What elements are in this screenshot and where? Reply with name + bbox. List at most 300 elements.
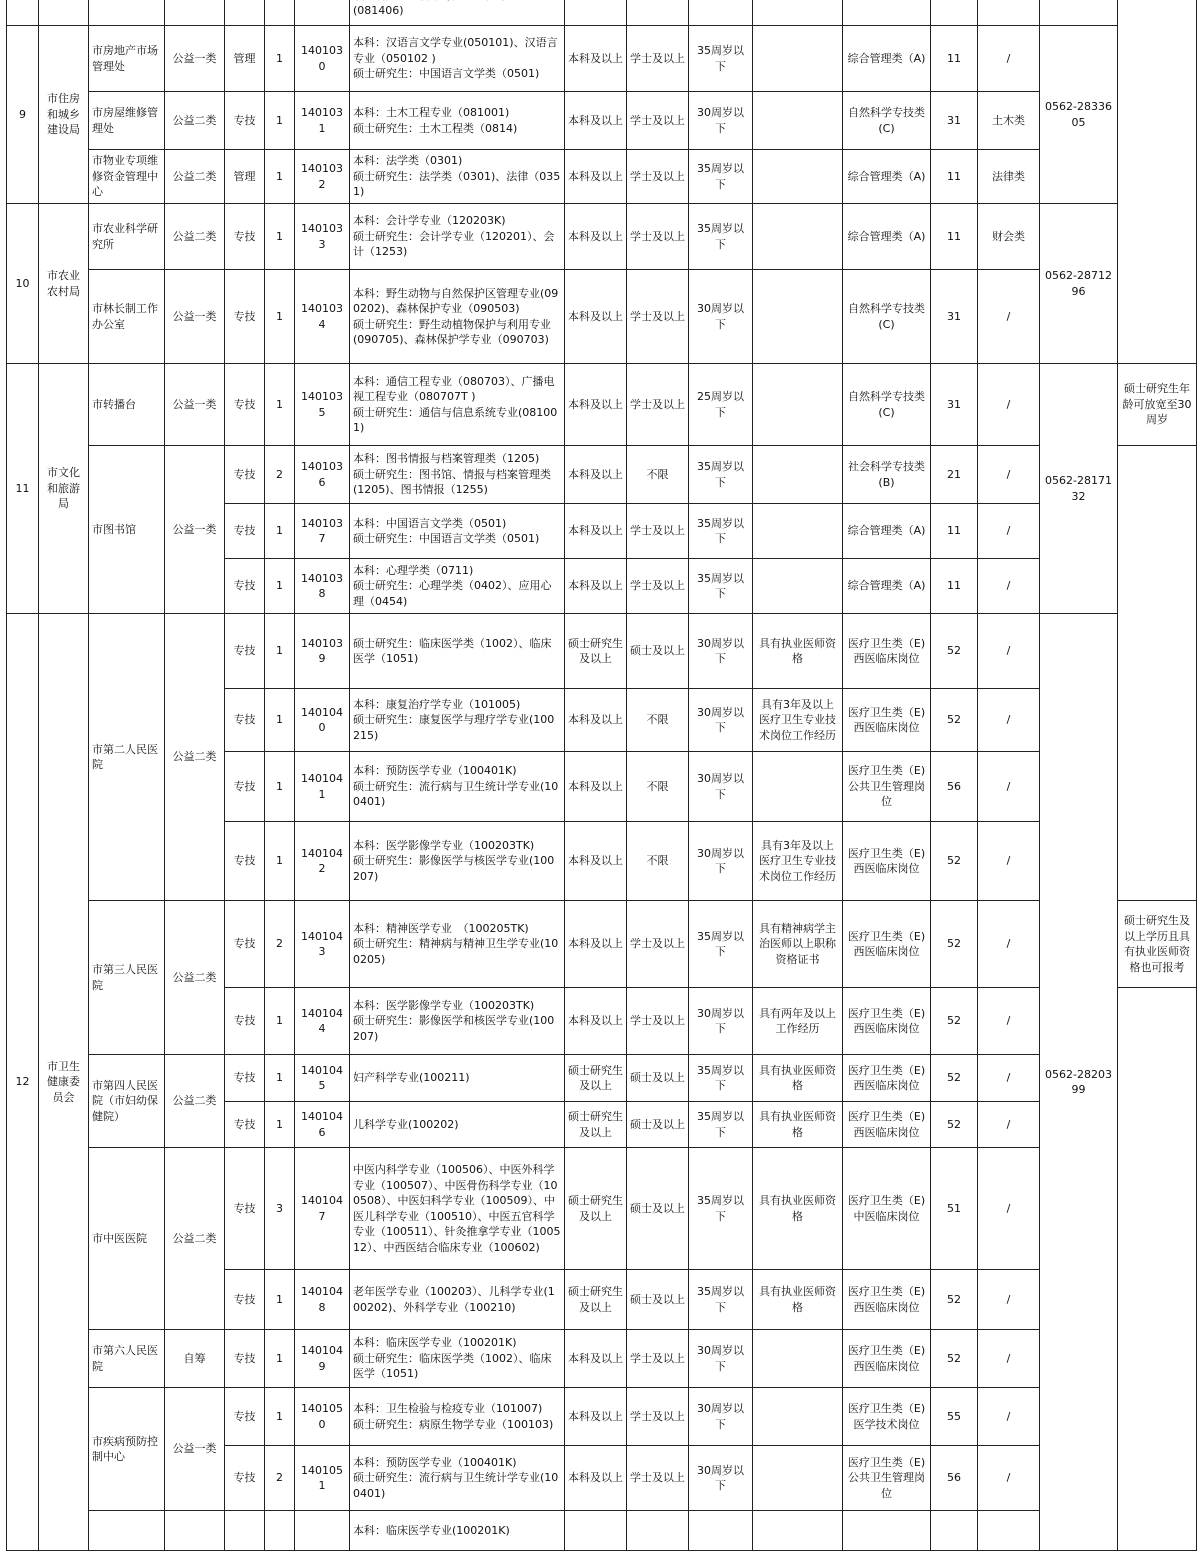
cell-nature: 公益一类 xyxy=(165,364,225,446)
cell-examcode: 52 xyxy=(931,1330,978,1388)
cell-seq: 10 xyxy=(7,204,39,364)
cell-edu xyxy=(565,0,627,26)
cell-age: 30周岁以下 xyxy=(689,1330,753,1388)
cell-unit: 市农业科学研究所 xyxy=(89,204,165,270)
cell-major xyxy=(350,1330,565,1388)
cell-nature xyxy=(165,0,225,26)
cell-other xyxy=(753,204,843,270)
cell-code: 1401051 xyxy=(295,1446,350,1511)
cell-unit xyxy=(89,1511,165,1551)
cell-ptype: 管理 xyxy=(225,150,265,204)
cell-code: 1401036 xyxy=(295,446,350,504)
cell-unit: 市林长制工作办公室 xyxy=(89,270,165,364)
cell-ptype: 专技 xyxy=(225,559,265,614)
table-row xyxy=(7,1055,1197,1102)
cell-edu: 本科及以上 xyxy=(565,1446,627,1511)
requirement-line: 本科：野生动物与自然保护区管理专业(090202)、森林保护专业（090503) xyxy=(353,286,559,315)
cell-dept: 市文化和旅游局 xyxy=(39,364,89,614)
cell-exam: 自然科学专技类(C) xyxy=(843,364,931,446)
cell-other xyxy=(753,1446,843,1511)
cell-num: 2 xyxy=(265,1446,295,1511)
requirement-line: 硕士研究生：影像医学与核医学专业(100207) xyxy=(353,854,555,883)
cell-num: 1 xyxy=(265,504,295,559)
cell-exam: 医疗卫生类（E)西医临床岗位 xyxy=(843,1055,931,1102)
cell-degree: 硕士及以上 xyxy=(627,1148,689,1270)
cell-nature: 公益二类 xyxy=(165,204,225,270)
cell-examsub: / xyxy=(978,988,1040,1055)
cell-examcode: 52 xyxy=(931,689,978,752)
cell-code xyxy=(295,1511,350,1551)
cell-exam: 医疗卫生类（E)医学技术岗位 xyxy=(843,1388,931,1446)
cell-other: 具有执业医师资格 xyxy=(753,1270,843,1330)
cell-other xyxy=(753,92,843,150)
cell-ptype: 专技 xyxy=(225,1388,265,1446)
requirement-line: 硕士研究生：流行病与卫生统计学专业(100401) xyxy=(353,779,559,809)
cell-age: 35周岁以下 xyxy=(689,26,753,92)
cell-examsub: 法律类 xyxy=(978,150,1040,204)
cell-age xyxy=(689,0,753,26)
cell-examsub: / xyxy=(978,1102,1040,1148)
cell-ptype: 专技 xyxy=(225,1330,265,1388)
requirement-line: 本科：图书情报与档案管理类（1205) xyxy=(353,452,540,466)
cell-other: 具有3年及以上医疗卫生专业技术岗位工作经历 xyxy=(753,689,843,752)
cell-code: 1401047 xyxy=(295,1148,350,1270)
cell-examsub: / xyxy=(978,822,1040,901)
cell-code: 1401038 xyxy=(295,559,350,614)
cell-edu: 本科及以上 xyxy=(565,26,627,92)
cell-degree: 不限 xyxy=(627,822,689,901)
cell-code: 1401048 xyxy=(295,1270,350,1330)
cell-age: 30周岁以下 xyxy=(689,1388,753,1446)
cell-examcode: 52 xyxy=(931,1270,978,1330)
cell-degree: 学士及以上 xyxy=(627,26,689,92)
cell-examcode: 31 xyxy=(931,92,978,150)
cell-degree: 学士及以上 xyxy=(627,364,689,446)
cell-degree: 学士及以上 xyxy=(627,1330,689,1388)
requirement-line: 本科：医学影像学专业（100203TK) xyxy=(353,998,535,1012)
cell-other xyxy=(753,150,843,204)
cell-examcode: 52 xyxy=(931,614,978,689)
cell-age: 35周岁以下 xyxy=(689,901,753,988)
cell-unit: 市房地产市场管理处 xyxy=(89,26,165,92)
cell-nature: 公益二类 xyxy=(165,901,225,1055)
cell-ptype: 专技 xyxy=(225,1102,265,1148)
cell-nature xyxy=(165,1511,225,1551)
cell-age: 30周岁以下 xyxy=(689,92,753,150)
cell-nature: 公益一类 xyxy=(165,26,225,92)
cell-examcode: 11 xyxy=(931,150,978,204)
requirement-line: 本科：汉语言文学专业(050101)、汉语言专业（050102 ) xyxy=(353,36,558,65)
cell-major xyxy=(350,752,565,822)
cell-major xyxy=(350,1148,565,1270)
cell-note: 硕士研究生年龄可放宽至30周岁 xyxy=(1118,364,1197,446)
cell-other xyxy=(753,1330,843,1388)
cell-age: 25周岁以下 xyxy=(689,364,753,446)
cell-degree xyxy=(627,1511,689,1551)
requirement-line: 硕士研究生：会计学专业（120201）、会计（1253) xyxy=(353,229,555,259)
cell-other xyxy=(753,1388,843,1446)
cell-code: 1401040 xyxy=(295,689,350,752)
cell-exam: 综合管理类（A) xyxy=(843,559,931,614)
requirement-line: 硕士研究生：中国语言文学类（0501) xyxy=(353,532,540,545)
cell-examsub: 财会类 xyxy=(978,204,1040,270)
cell-other: 具有执业医师资格 xyxy=(753,1055,843,1102)
cell-ptype xyxy=(225,1511,265,1551)
cell-examcode: 52 xyxy=(931,988,978,1055)
cell-num: 1 xyxy=(265,614,295,689)
requirement-line: 硕士研究生：通信与信息系统专业(081001) xyxy=(353,405,558,434)
cell-edu: 本科及以上 xyxy=(565,270,627,364)
requirement-line: 本科：精神医学专业 （100205TK) xyxy=(353,921,529,935)
cell-examsub: / xyxy=(978,1446,1040,1511)
cell-age: 30周岁以下 xyxy=(689,988,753,1055)
cell-edu: 本科及以上 xyxy=(565,559,627,614)
requirement-line: 本科：心理学类（0711) xyxy=(353,563,474,577)
cell-code: 1401031 xyxy=(295,92,350,150)
cell-examcode: 55 xyxy=(931,1388,978,1446)
cell-examsub: / xyxy=(978,752,1040,822)
cell-other xyxy=(753,1511,843,1551)
cell-unit: 市房屋维修管理处 xyxy=(89,92,165,150)
cell-degree: 硕士及以上 xyxy=(627,1055,689,1102)
cell-edu: 本科及以上 xyxy=(565,752,627,822)
cell-age: 35周岁以下 xyxy=(689,204,753,270)
cell-degree: 学士及以上 xyxy=(627,504,689,559)
cell-exam xyxy=(843,0,931,26)
cell-phone: 0562-2871296 xyxy=(1040,204,1118,364)
cell-other xyxy=(753,446,843,504)
table-row xyxy=(7,270,1197,364)
cell-degree: 硕士及以上 xyxy=(627,1102,689,1148)
requirement-line: 硕士研究生：野生动植物保护与利用专业(090705)、森林保护学专业（090703) xyxy=(353,317,551,346)
requirement-line: 老年医学专业（100203）、儿科学专业(100202)、外科学专业（100210) xyxy=(353,1285,555,1314)
table-row xyxy=(7,26,1197,92)
cell-examsub: / xyxy=(978,1270,1040,1330)
requirement-line: 硕士研究生：病原生物学专业（100103) xyxy=(353,1417,554,1431)
cell-examcode: 56 xyxy=(931,752,978,822)
cell-ptype: 专技 xyxy=(225,92,265,150)
cell-exam xyxy=(843,1511,931,1551)
cell-examcode: 11 xyxy=(931,559,978,614)
cell-ptype: 专技 xyxy=(225,1148,265,1270)
cell-unit: 市疾病预防控制中心 xyxy=(89,1388,165,1511)
requirement-line: 妇产科学专业(100211) xyxy=(353,1071,470,1085)
cell-age: 35周岁以下 xyxy=(689,150,753,204)
cell-other xyxy=(753,26,843,92)
cell-edu: 本科及以上 xyxy=(565,689,627,752)
requirement-line: 本科：通信工程专业（080703）、广播电视工程专业（080707T ) xyxy=(353,374,555,403)
cell-age xyxy=(689,1511,753,1551)
cell-nature: 公益二类 xyxy=(165,1055,225,1148)
cell-exam: 医疗卫生类（E)西医临床岗位 xyxy=(843,1270,931,1330)
cell-exam: 医疗卫生类（E)西医临床岗位 xyxy=(843,822,931,901)
cell-exam: 医疗卫生类（E)中医临床岗位 xyxy=(843,1148,931,1270)
cell-major xyxy=(350,901,565,988)
cell-nature: 公益二类 xyxy=(165,92,225,150)
cell-edu: 本科及以上 xyxy=(565,364,627,446)
cell-examsub: / xyxy=(978,1388,1040,1446)
cell-dept: 市卫生健康委员会 xyxy=(39,614,89,1551)
cell-seq xyxy=(7,0,39,26)
cell-examcode: 21 xyxy=(931,446,978,504)
cell-dept: 市农业农村局 xyxy=(39,204,89,364)
cell-dept: 市住房和城乡建设局 xyxy=(39,26,89,204)
cell-num: 1 xyxy=(265,270,295,364)
cell-age: 35周岁以下 xyxy=(689,1148,753,1270)
cell-major xyxy=(350,364,565,446)
cell-code: 1401032 xyxy=(295,150,350,204)
cell-age: 30周岁以下 xyxy=(689,270,753,364)
table-row xyxy=(7,364,1197,446)
cell-major xyxy=(350,26,565,92)
table-row xyxy=(7,1388,1197,1446)
cell-unit: 市第四人民医院（市妇幼保健院） xyxy=(89,1055,165,1148)
cell-code xyxy=(295,0,350,26)
cell-num: 1 xyxy=(265,26,295,92)
cell-major xyxy=(350,689,565,752)
table-row xyxy=(7,204,1197,270)
cell-examsub xyxy=(978,1511,1040,1551)
cell-unit: 市第六人民医院 xyxy=(89,1330,165,1388)
requirement-line: 本科：医学影像学专业（100203TK) xyxy=(353,838,535,852)
requirement-line: (081406) xyxy=(353,4,404,17)
cell-code: 1401033 xyxy=(295,204,350,270)
cell-edu: 本科及以上 xyxy=(565,204,627,270)
cell-num: 1 xyxy=(265,150,295,204)
cell-num: 1 xyxy=(265,92,295,150)
cell-major xyxy=(350,270,565,364)
cell-code: 1401043 xyxy=(295,901,350,988)
cell-major xyxy=(350,614,565,689)
table-row xyxy=(7,0,1197,26)
cell-exam: 社会科学专技类(B) xyxy=(843,446,931,504)
cell-num: 1 xyxy=(265,559,295,614)
cell-edu: 本科及以上 xyxy=(565,901,627,988)
cell-note xyxy=(1118,988,1197,1551)
cell-seq: 9 xyxy=(7,26,39,204)
cell-major xyxy=(350,988,565,1055)
cell-code: 1401039 xyxy=(295,614,350,689)
cell-edu: 硕士研究生及以上 xyxy=(565,1270,627,1330)
cell-examcode: 52 xyxy=(931,1102,978,1148)
cell-major xyxy=(350,92,565,150)
cell-edu: 本科及以上 xyxy=(565,1388,627,1446)
requirement-line: 硕士研究生：中国语言文学类（0501) xyxy=(353,67,540,81)
cell-examsub: / xyxy=(978,364,1040,446)
cell-examcode: 52 xyxy=(931,1055,978,1102)
cell-major xyxy=(350,1388,565,1446)
cell-nature: 公益二类 xyxy=(165,1148,225,1330)
cell-ptype: 专技 xyxy=(225,1270,265,1330)
requirement-line: 本科：临床医学专业(100201K) xyxy=(353,1523,510,1537)
cell-num: 1 xyxy=(265,988,295,1055)
cell-ptype: 专技 xyxy=(225,446,265,504)
cell-examsub: / xyxy=(978,901,1040,988)
requirement-line: 硕士研究生：临床医学类（1002）、临床医学（1051) xyxy=(353,636,552,665)
cell-major xyxy=(350,0,565,26)
cell-num xyxy=(265,0,295,26)
cell-age: 30周岁以下 xyxy=(689,614,753,689)
cell-age: 35周岁以下 xyxy=(689,559,753,614)
cell-age: 30周岁以下 xyxy=(689,689,753,752)
cell-degree xyxy=(627,0,689,26)
cell-age: 30周岁以下 xyxy=(689,822,753,901)
cell-phone: 0562-2817132 xyxy=(1040,364,1118,614)
cell-phone xyxy=(1040,0,1118,26)
cell-exam: 医疗卫生类（E)西医临床岗位 xyxy=(843,1330,931,1388)
cell-num: 1 xyxy=(265,1330,295,1388)
cell-nature: 公益一类 xyxy=(165,446,225,614)
cell-ptype: 专技 xyxy=(225,614,265,689)
cell-age: 35周岁以下 xyxy=(689,446,753,504)
cell-major xyxy=(350,822,565,901)
cell-age: 35周岁以下 xyxy=(689,504,753,559)
cell-examsub: / xyxy=(978,1148,1040,1270)
cell-examsub: / xyxy=(978,504,1040,559)
requirement-line: 硕士研究生：康复医学与理疗学专业(100215) xyxy=(353,713,555,742)
cell-edu: 硕士研究生及以上 xyxy=(565,1102,627,1148)
cell-num: 1 xyxy=(265,204,295,270)
table-row xyxy=(7,1330,1197,1388)
cell-edu: 本科及以上 xyxy=(565,1330,627,1388)
cell-examsub: / xyxy=(978,1055,1040,1102)
cell-major xyxy=(350,446,565,504)
cell-examsub: / xyxy=(978,1330,1040,1388)
cell-age: 35周岁以下 xyxy=(689,1270,753,1330)
requirement-line: 本科：临床医学专业（100201K) xyxy=(353,1336,517,1350)
cell-exam: 医疗卫生类（E)西医临床岗位 xyxy=(843,988,931,1055)
cell-unit: 市中医医院 xyxy=(89,1148,165,1330)
requirement-line: 本科：会计学专业（120203K) xyxy=(353,214,506,228)
cell-examsub: / xyxy=(978,446,1040,504)
cell-major xyxy=(350,1102,565,1148)
cell-examsub: / xyxy=(978,270,1040,364)
cell-major xyxy=(350,559,565,614)
cell-ptype: 专技 xyxy=(225,270,265,364)
cell-exam: 综合管理类（A) xyxy=(843,26,931,92)
cell-num: 1 xyxy=(265,1055,295,1102)
cell-exam: 自然科学专技类(C) xyxy=(843,270,931,364)
cell-nature: 公益一类 xyxy=(165,270,225,364)
requirement-line: 本科：中国语言文学类（0501) xyxy=(353,516,507,530)
cell-ptype: 专技 xyxy=(225,364,265,446)
cell-note xyxy=(1118,446,1197,901)
cell-unit: 市图书馆 xyxy=(89,446,165,614)
cell-unit: 市第二人民医院 xyxy=(89,614,165,901)
cell-other: 具有两年及以上工作经历 xyxy=(753,988,843,1055)
cell-num: 1 xyxy=(265,752,295,822)
cell-code: 1401034 xyxy=(295,270,350,364)
requirement-line: 硕士研究生：流行病与卫生统计学专业(100401) xyxy=(353,1471,559,1500)
requirement-line: 本科：预防医学专业（100401K) xyxy=(353,1455,517,1469)
cell-other: 具有执业医师资格 xyxy=(753,1148,843,1270)
cell-examcode xyxy=(931,0,978,26)
cell-age: 30周岁以下 xyxy=(689,1446,753,1511)
requirement-line: 中医内科学专业（100506）、中医外科学专业（100507）、中医骨伤科学专业（100508）、中医妇科学专业（100509）、中医儿科学专业（100510）、中医五官科学专业（100511）、针灸推拿学专业（100512）、中西医结合临床专业（100602) xyxy=(353,1163,561,1254)
cell-num: 1 xyxy=(265,1102,295,1148)
cell-exam: 医疗卫生类（E)西医临床岗位 xyxy=(843,901,931,988)
cell-age: 35周岁以下 xyxy=(689,1102,753,1148)
cell-examsub: / xyxy=(978,689,1040,752)
cell-edu: 本科及以上 xyxy=(565,150,627,204)
cell-edu: 硕士研究生及以上 xyxy=(565,1148,627,1270)
cell-other xyxy=(753,559,843,614)
cell-examcode: 51 xyxy=(931,1148,978,1270)
cell-examcode: 11 xyxy=(931,504,978,559)
cell-note xyxy=(1118,0,1197,364)
cell-degree: 不限 xyxy=(627,446,689,504)
requirement-line: 硕士研究生：心理学类（0402）、应用心理（0454) xyxy=(353,579,552,608)
cell-examcode: 11 xyxy=(931,26,978,92)
cell-code: 1401049 xyxy=(295,1330,350,1388)
recruitment-table xyxy=(6,0,1197,1551)
cell-num xyxy=(265,1511,295,1551)
cell-other xyxy=(753,0,843,26)
requirement-line: 本科：土木工程专业（081001) xyxy=(353,106,510,119)
requirement-line: 硕士研究生：影像医学和核医学专业(100207) xyxy=(353,1014,555,1043)
cell-unit xyxy=(89,0,165,26)
cell-exam: 医疗卫生类（E)西医临床岗位 xyxy=(843,1102,931,1148)
cell-dept xyxy=(39,0,89,26)
cell-num: 2 xyxy=(265,901,295,988)
cell-exam: 医疗卫生类（E)西医临床岗位 xyxy=(843,689,931,752)
table-row xyxy=(7,150,1197,204)
cell-ptype: 专技 xyxy=(225,988,265,1055)
cell-code: 1401050 xyxy=(295,1388,350,1446)
cell-age: 30周岁以下 xyxy=(689,752,753,822)
cell-other: 具有执业医师资格 xyxy=(753,614,843,689)
cell-num: 1 xyxy=(265,689,295,752)
cell-ptype: 专技 xyxy=(225,504,265,559)
cell-note: 硕士研究生及以上学历且具有执业医师资格也可报考 xyxy=(1118,901,1197,988)
cell-major xyxy=(350,1055,565,1102)
cell-degree: 学士及以上 xyxy=(627,1446,689,1511)
cell-degree: 学士及以上 xyxy=(627,92,689,150)
cell-degree: 学士及以上 xyxy=(627,988,689,1055)
cell-examsub: / xyxy=(978,559,1040,614)
cell-unit: 市物业专项维修资金管理中心 xyxy=(89,150,165,204)
cell-seq: 11 xyxy=(7,364,39,614)
cell-num: 1 xyxy=(265,822,295,901)
cell-examcode: 56 xyxy=(931,1446,978,1511)
cell-edu: 本科及以上 xyxy=(565,988,627,1055)
cell-edu: 硕士研究生及以上 xyxy=(565,614,627,689)
cell-examcode xyxy=(931,1511,978,1551)
cell-seq: 12 xyxy=(7,614,39,1551)
cell-code: 1401041 xyxy=(295,752,350,822)
cell-num: 2 xyxy=(265,446,295,504)
cell-degree: 不限 xyxy=(627,689,689,752)
requirement-line: 本科：康复治疗学专业（101005) xyxy=(353,697,521,711)
cell-num: 1 xyxy=(265,1270,295,1330)
cell-major xyxy=(350,504,565,559)
requirement-line: 本科：卫生检验与检疫专业（101007) xyxy=(353,1402,543,1415)
cell-code: 1401044 xyxy=(295,988,350,1055)
cell-ptype: 专技 xyxy=(225,752,265,822)
cell-code: 1401042 xyxy=(295,822,350,901)
cell-phone: 0562-2833605 xyxy=(1040,26,1118,204)
cell-ptype: 专技 xyxy=(225,689,265,752)
cell-edu: 本科及以上 xyxy=(565,92,627,150)
cell-examcode: 52 xyxy=(931,901,978,988)
requirement-line: 硕士研究生：图书馆、情报与档案管理类(1205)、图书情报（1255) xyxy=(353,467,551,497)
cell-unit: 市第三人民医院 xyxy=(89,901,165,1055)
cell-other xyxy=(753,364,843,446)
cell-nature: 公益二类 xyxy=(165,614,225,901)
cell-nature: 公益二类 xyxy=(165,150,225,204)
cell-degree: 硕士及以上 xyxy=(627,614,689,689)
cell-other: 具有执业医师资格 xyxy=(753,1102,843,1148)
